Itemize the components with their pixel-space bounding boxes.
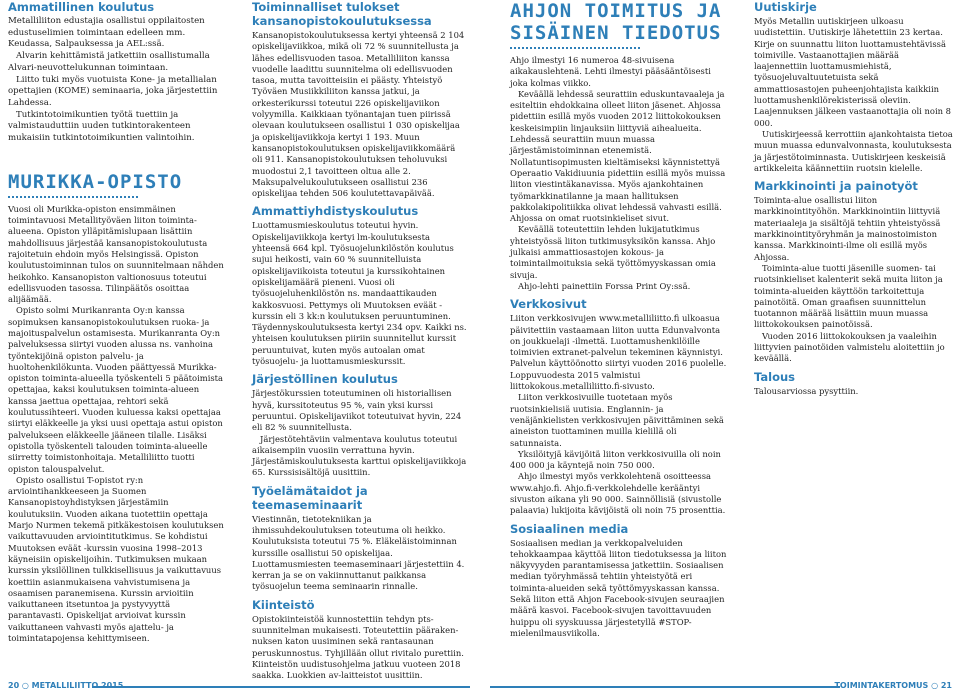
- dotted-divider: [510, 47, 640, 49]
- paragraph: Tutkintotoimikuntien työtä tuettiin ja valmistauduttiin uuden tutkintorakenteen mukaisiin tutkintotoimikuntien valintoihin.: [8, 109, 195, 144]
- paragraph: Sosiaalisen median ja verkkopalveluiden tehokkaampaa käyttöä liiton tiedotuksessa ja liiton näkyvyyden parantamisessa jatkettiin. Sosiaalisen median työryhmässä tehtiin yhteistyötä eri toiminta-alueiden sekä työttömyyskassan kanssa. Sekä liiton että Ahjon Facebook-sivujen seuraajien määrä kasvoi. Facebook-sivujen tavoittavuuden huippu oli syyskuussa järjestetyllä #STOP-mielenilmausviikolla.: [510, 537, 727, 638]
- paragraph: Ahjo ilmestyi myös verkkolehtenä osoitteessa www.ahjo.fi. Ahjo.fi-verkkolehdelle kerääntyi sivuston aikana yli 90 000. Sainnöllisiä (sivustolle palaavia) lukijoita kävijöistä oli noin 75 prosenttia.: [510, 471, 726, 516]
- column-4: [754, 0, 954, 397]
- paragraph: Keväällä toteutettiin lehden lukijatutkimus yhteistyössä liiton tutkimusyksikön kanssa. Ahjo julkaisi ammattiosastojen kokous- ja toimintailmoituksia sekä työttömyyskassan omia sivuja.: [510, 224, 716, 280]
- column-3: [510, 0, 730, 639]
- section-heading: Markkinointi ja painotyöt: [754, 179, 918, 194]
- footer-rule: [490, 686, 840, 688]
- paragraph: Talousarviossa pysyttiin.: [754, 385, 859, 396]
- column-2: [252, 0, 468, 682]
- paragraph: Luottamusmieskoulutus toteutui hyvin. Opiskelijaviikkoja kertyi lm-koulutuksesta yhteensä 664 kpl. Työsuojelunkilöstön koulutus sujui heikosti, vain 60 % suunnitelluista opiskelijaviikoista toteutui ja kurssikohtainen opiskelijamäärä pieneni. Vuosi oli työsuojeluhenkilöstön ns. mandaattikauden kakkosvuosi. Pettymys oli Muutoksen eväät -kurssin eli 3 kk:n koulutuksen peruuntuminen. Täydennyskoulutuksesta kertyi 234 opv. Kaikki ns. yhteisen koulutuksen piiriin suunnitellut kurssit peruuntuivat, kuten myös autoalan omat työsuojelu- ja luottamusmieskurssit.: [252, 220, 467, 367]
- section-heading: Järjestöllinen koulutus: [252, 372, 398, 387]
- paragraph: Yksilöityjä kävijöitä liiton verkkosivuilla oli noin 400 000 ja käyntejä noin 750 000.: [510, 448, 721, 471]
- paragraph: Alvarin kehittämistä jatkettiin osallistumalla Alvari-neuvottelukunnan toimintaan.: [8, 51, 210, 73]
- footer-left: 20 ○ METALLILIITTO 2015: [8, 681, 124, 690]
- paragraph: Vuosi oli Murikka-opiston ensimmäinen toimintavuosi Metallityöväen liiton toiminta-alueena. Opiston ylläpitämislupaan lisättiin mahdollisuus järjestää kansanopistokoulutusta rajoitetuin ehdoin myös Helsingissä. Opiston koulutustoiminnan tulos on suunnitelmaan nähden heikohko. Kansanopiston valtionosuus toteutui edellisvuoden tasossa. Tilinpäätös osoittaa alijäämää.: [8, 203, 224, 305]
- column-1: [8, 0, 224, 644]
- paragraph: Toiminta-alue tuotti jäsenille suomen- tai ruotsinkieliset kalenterit sekä muita liiton ja toiminta-alueiden käyttöön tarkoitettuja painotöitä. Oman graafisen suunnittelun tuotannon määrää lisättiin muun muassa liittokokouksen painotöissä.: [754, 262, 943, 330]
- section-heading: Työelämätaidot ja teemaseminaarit: [252, 483, 368, 512]
- paragraph: Ahjo ilmestyi 16 numeroa 48-sivuisena aikakauslehtenä. Lehti ilmestyi pääsääntöisesti joka kolmas viikko.: [510, 55, 711, 88]
- section-heading: Ammattiyhdistyskoulutus: [252, 204, 419, 219]
- paragraph: Opisto osallistui T-opistot ry:n arviointihankkeeseen ja Suomen Kansanopistoyhdistyksen järjestämiin koulutuksiin. Vuoden aikana tuotettiin opettaja Marjo Nurmen tekemä pitkäkestoisen koulutuksen vaikuttavuuden arviointitutkimus. Se kohdistui Muutoksen eväät -kurssin vuosina 1998–2013 käyneisiin opiskelijoihin. Tutkimuksen mukaan kurssin yksilöllinen tulkkisellisuus ja vaikuttavuus koettiin asianmukaisena vahvistumisena ja osaamisen paranemisena. Kurssin arvioitiin vaikuttaneen itsetuntoa ja pystyvyyttä parantavasti. Opiskelijat arvioivat kurssin vaikuttaneen vahvasti myös ajattelu- ja toimintatapojensa kehittymiseen.: [8, 474, 224, 644]
- section-heading: Ammatillinen koulutus: [8, 0, 155, 14]
- paragraph: Uutiskirjeessä kerrottiin ajankohtaista tietoa muun muassa edunvalvonnasta, koulutuksesta ja järjestötoiminnasta. Uutiskirjeen keskeisiä artikkeleita käännettiin ruotsin kielelle.: [754, 128, 953, 173]
- section-heading: Sosiaalinen media: [510, 521, 629, 536]
- section-heading: Toiminnalliset tulokset kansanopistokoulutuksessa: [252, 0, 432, 28]
- paragraph: Metalliliiton edustajia osallistui oppilaitosten edustuselimien toimintaan edelleen mm. Keudassa, Salpauksessa ja AEL:ssä.: [8, 16, 205, 50]
- paragraph: Järjestötehtäviin valmentava koulutus toteutui aikaisempiin vuosiin verrattuna hyvin. Järjestämiskoulutuksesta karttui opiskelijaviikkoja 65. Kurssisisältöjä uusittiin.: [252, 433, 467, 478]
- paragraph: Kansanopistokoulutuksessa kertyi yhteensä 2 104 opiskelijaviikkoa, mikä oli 72 % suunnitellusta ja lähes edellisvuoden tasoa. Metalliliiton kanssa vuodelle laadittu suunnitelma oli edellisvuoden tasoa, mutta tavoitteisiin ei päästy. Yhteistyö Työväen Musiikkiliiton kanssa jatkui, ja orkesterikurssi toteutui 226 opiskelijaviikon volyymilla. Kaikkiaan työnantajan tuen piirissä olevaan koulutukseen osallistui 1 030 opiskelijaa ja opiskelijaviikkoja kertyi 1 193. Muun kansanopistokoulutuksen opiskelijaviikkomäärä oli 911. Kansanopistokoulutuksen teholuvuksi muodostui 2,1 tavoitteen oltua alle 2. Maksupalvelukoulutukseen osallistui 236 opiskelijaa tehden 506 koulutettavapäivää.: [252, 30, 465, 199]
- paragraph: Opistokiinteistöä kunnostettiin tehdyn pts-suunnitelman mukaisesti. Toteutettiin päärakennuksen katon uusiminen sekä rantasaunan peruskunnostus. Tyhjillään ollut rivitalo purettiin. Kiinteistön uudistusohjelma jatkuu vuoteen 2018 saakka. Luokkien av-laitteistot uusittiin.: [252, 613, 464, 681]
- section-heading: Verkkosivut: [510, 297, 587, 312]
- paragraph: Ahjo-lehti painettiin Forssa Print Oy:ssä.: [518, 280, 691, 291]
- paragraph: Järjestökurssien toteutuminen oli historiallisen hyvä, kurssitoteutus 95 %, vain yksi kurssi peruuntui. Opiskelijaviikot toteutuivat hyvin, 224 eli 82 % suunnitellusta.: [252, 388, 462, 433]
- main-heading: AHJON TOIMITUS JA SISÄINEN TIEDOTUS: [510, 0, 722, 44]
- section-heading: Talous: [754, 369, 795, 384]
- paragraph: Myös Metallin uutiskirjeen ulkoasu uudistettiin. Uutiskirje lähetettiin 23 kertaa. Kirje on suunnattu liiton luottamustehtävissä toimiville. Vastaanottajien määrää laajennettiin luottamusmiehistä, työsuojeluvaltuutetuista sekä ammattiosastojen puheenjohtajista kaikkiin luottamushenkilörekisterissä oleviin. Laajennuksen jälkeen vastaanottajia oli noin 8 000.: [754, 16, 952, 128]
- main-heading: MURIKKA-OPISTO: [8, 170, 183, 193]
- paragraph: Toiminta-alue osallistui liiton markkinointityöhön. Markkinointiin liittyviä materiaaleja ja sisältöjä tehtiin yhteistyössä markkinointityöryhmän ja mainostoimiston kanssa. Markkinointi-ilme oli esillä myös Ahjossa.: [754, 195, 941, 262]
- paragraph: Liitto tuki myös vuotuista Kone- ja metallialan opettajien (KOME) seminaaria, joka järjestettiin Lahdessa.: [8, 74, 218, 108]
- paragraph: Vuoden 2016 liittokokouksen ja vaaleihin liittyvien painotöiden valmistelu aloitettiin jo keväällä.: [754, 330, 945, 364]
- footer-rule: [92, 686, 470, 688]
- paragraph: Opisto solmi Murikanranta Oy:n kanssa sopimuksen kansanopistokoulutuksen ruoka- ja majoituspalvelun ostamisesta. Murikanranta Oy:n palveluksessa siirtyi vuoden alussa ns. vanhoina työntekijöinä opiston palvelu- ja huoltohenkilökunta. Vuoden päättyessä Murikka-opiston toiminta-alueella työskenteli 5 päätoimista opettajaa, kaksi koulutuksen toiminta-alueen kanssa jaettua opettajaa, rehtori sekä koulutussihteeri. Vuoden kuluessa kaksi opettajaa siirtyi eläkkeelle ja yksi uusi opettaja astui opiston palvelukseen eläkkeelle jääneen tilalle. Lisäksi opistolla työskenteli talouden toiminta-alueelle siirretty toimistonhoitaja. Metalliliitto tuotti opiston talouspalvelut.: [8, 305, 224, 474]
- paragraph: Liiton verkkosivujen www.metalliliitto.fi ulkoasua päivitettiin vastaamaan liiton uutta Edunvalvonta on joukkuelaji -ilmettä. Luottamushenkilöille toimivien extranet-palvelun tekeminen käynnistyi. Palvelun käyttöönotto siirtyi vuoden 2016 puolelle. Loppuvuodesta 2015 valmistui liittokokous.metalliliitto.fi-sivusto.: [510, 313, 727, 392]
- paragraph: Viestinnän, tietotekniikan ja ihmissuhdekoulutuksen toteutuma oli heikko. Koulutuksista toteutui 75 %. Eläkeläistoiminnan kurssille osallistui 50 opiskelijaa. Luottamusmiesten teemaseminaari järjestettiin 4. kerran ja se on vakiinnuttanut paikkansa työsuojelun teema seminaarin rinnalle.: [252, 513, 465, 592]
- dotted-divider: [8, 196, 138, 198]
- paragraph: Keväällä lehdessä seurattiin eduskuntavaaleja ja esiteltiin ehdokkaina olleet liiton jäsenet. Ahjossa pidettiin esillä myös vuoden 2012 liittokokouksen keskeisimpiin linjauksiin liittyviä aihealueita. Lehdessä seurattiin muun muassa järjestämistoiminnan etenemistä. Nollatuntisopimusten kieltämiseksi käynnistettyä Operaatio Vakidiuunia pidettiin esillä myös muissa liiton viestintäkanavissa. Myös ajankohtainen työmarkkinatilanne ja maan hallituksen pakkolakipolitiikka olivat lehdessä vahvasti esillä. Ahjossa on omat ruotsinkieliset sivut.: [510, 88, 726, 224]
- page-footer: [0, 676, 960, 693]
- footer-right: TOIMINTAKERTOMUS ○ 21: [834, 681, 952, 690]
- section-heading: Kiinteistö: [252, 597, 315, 612]
- section-heading: Uutiskirje: [754, 0, 817, 14]
- paragraph: Liiton verkkosivuille tuotetaan myös ruotsinkielisiä uutisia. Englannin- ja venäjänkielisten verkkosivujen päivittäminen sekä aineiston tuottaminen muilla kielillä oli satunnaista.: [510, 392, 724, 448]
